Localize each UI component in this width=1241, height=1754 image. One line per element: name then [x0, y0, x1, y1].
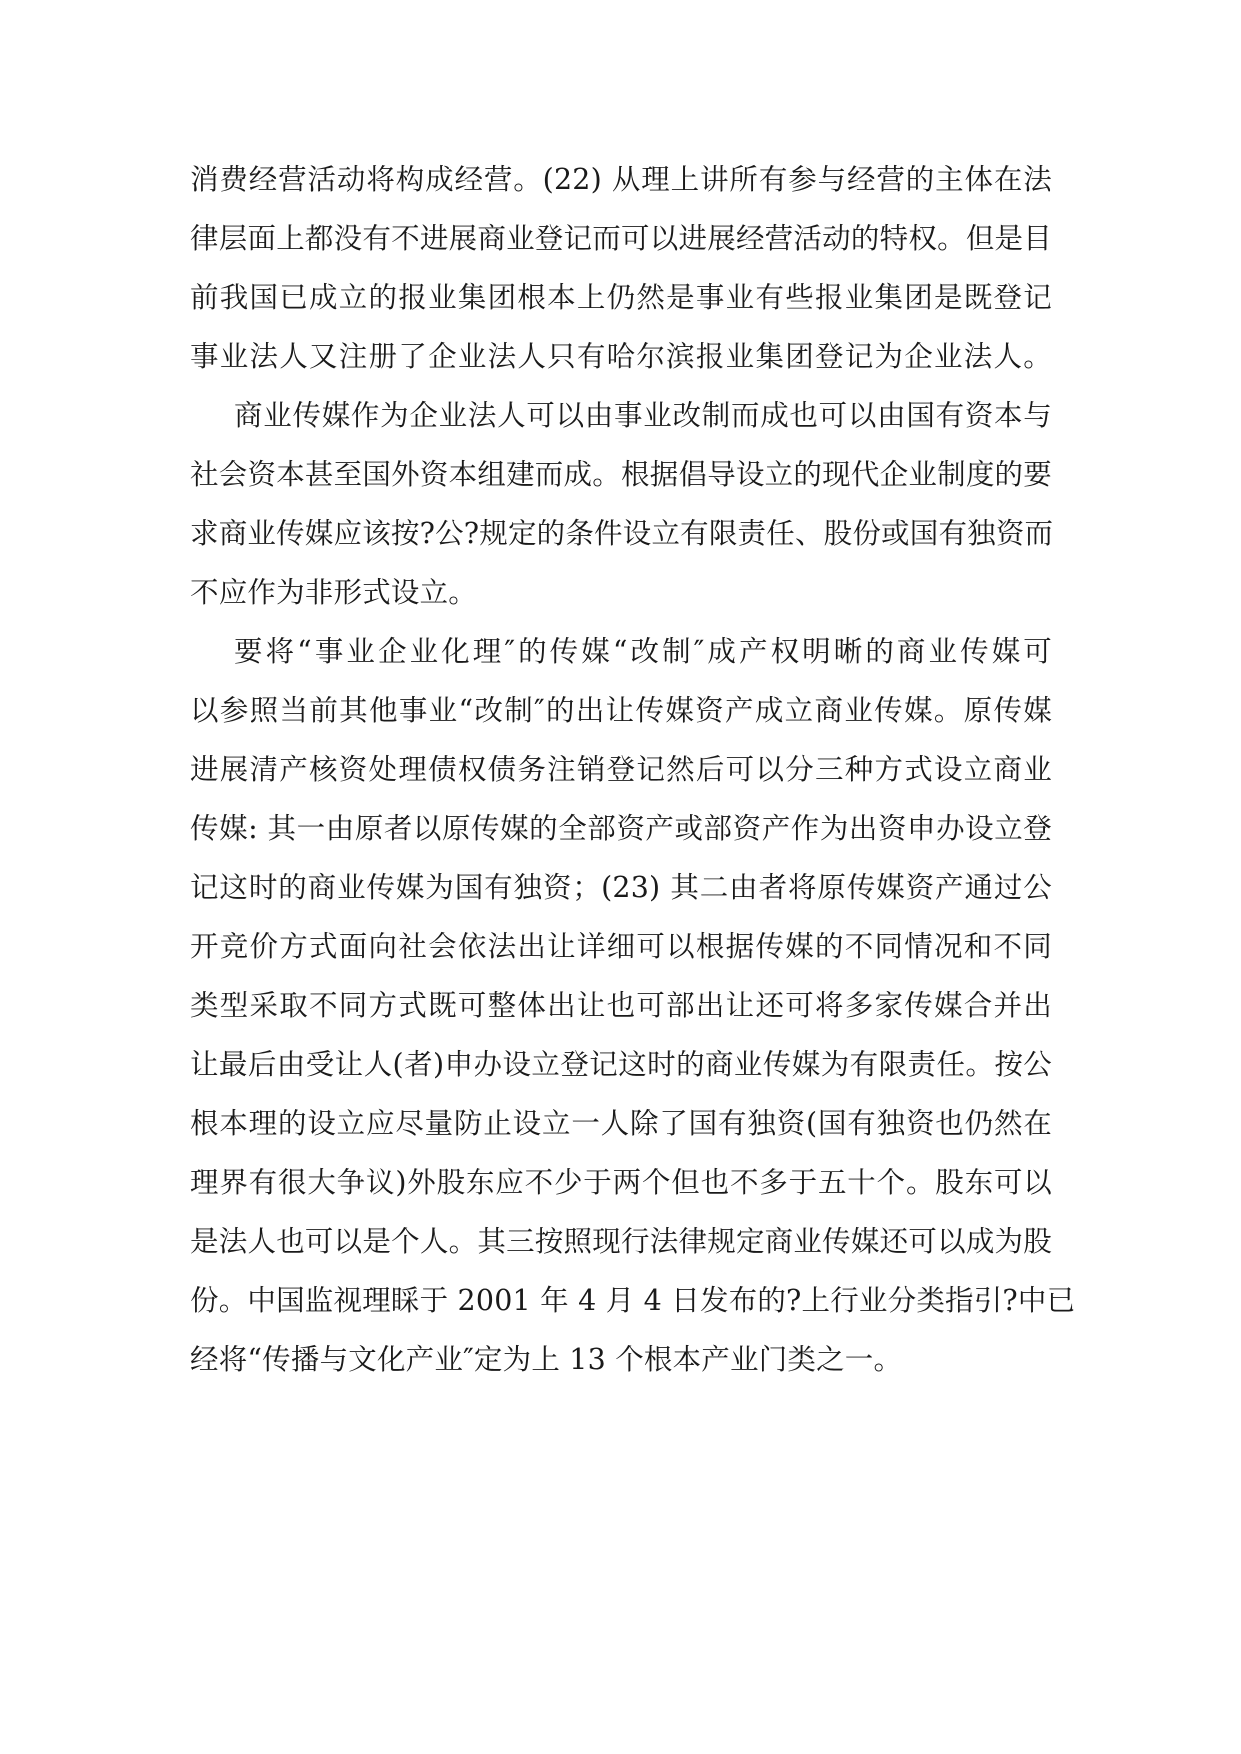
text-line: 前我国已成立的报业集团根本上仍然是事业有些报业集团是既登记 — [190, 281, 1052, 314]
text-line: 理界有很大争议)外股东应不少于两个但也不多于五十个。股东可以 — [190, 1166, 1052, 1199]
paragraph-first-line: 商业传媒作为企业法人可以由事业改制而成也可以由国有资本与 — [234, 399, 1052, 432]
text-line: 让最后由受让人(者)申办设立登记这时的商业传媒为有限责任。按公 — [190, 1048, 1052, 1081]
text-line: 份。中国监视理睬于 2001 年 4 月 4 日发布的?上行业分类指引?中已 — [190, 1284, 1076, 1317]
text-line: 传媒: 其一由原者以原传媒的全部资产或部资产作为出资申办设立登 — [190, 812, 1052, 845]
text-line: 律层面上都没有不进展商业登记而可以进展经营活动的特权。但是目 — [190, 222, 1052, 255]
text-line: 以参照当前其他事业“改制″的出让传媒资产成立商业传媒。原传媒 — [190, 694, 1052, 727]
body-text — [190, 152, 1076, 1391]
paragraph-last-line: 经将“传播与文化产业″定为上 13 个根本产业门类之一。 — [190, 1343, 903, 1376]
text-line: 消费经营活动将构成经营。(22) 从理上讲所有参与经营的主体在法 — [190, 163, 1052, 196]
paragraph-first-line: 要将“事业企业化理″的传媒“改制″成产权明晰的商业传媒可 — [234, 635, 1052, 668]
text-line: 事业法人又注册了企业法人只有哈尔滨报业集团登记为企业法人。 — [190, 340, 1052, 373]
text-line: 是法人也可以是个人。其三按照现行法律规定商业传媒还可以成为股 — [190, 1225, 1052, 1258]
text-line: 类型采取不同方式既可整体出让也可部出让还可将多家传媒合并出 — [190, 989, 1052, 1022]
text-line: 社会资本甚至国外资本组建而成。根据倡导设立的现代企业制度的要 — [190, 458, 1052, 491]
text-line: 开竞价方式面向社会依法出让详细可以根据传媒的不同情况和不同 — [190, 930, 1052, 963]
text-line: 进展清产核资处理债权债务注销登记然后可以分三种方式设立商业 — [190, 753, 1052, 786]
text-line: 求商业传媒应该按?公?规定的条件设立有限责任、股份或国有独资而 — [190, 517, 1054, 550]
text-line: 根本理的设立应尽量防止设立一人除了国有独资(国有独资也仍然在 — [190, 1107, 1052, 1140]
text-line: 记这时的商业传媒为国有独资；(23) 其二由者将原传媒资产通过公 — [190, 871, 1052, 904]
paragraph-last-line: 不应作为非形式设立。 — [190, 576, 478, 609]
